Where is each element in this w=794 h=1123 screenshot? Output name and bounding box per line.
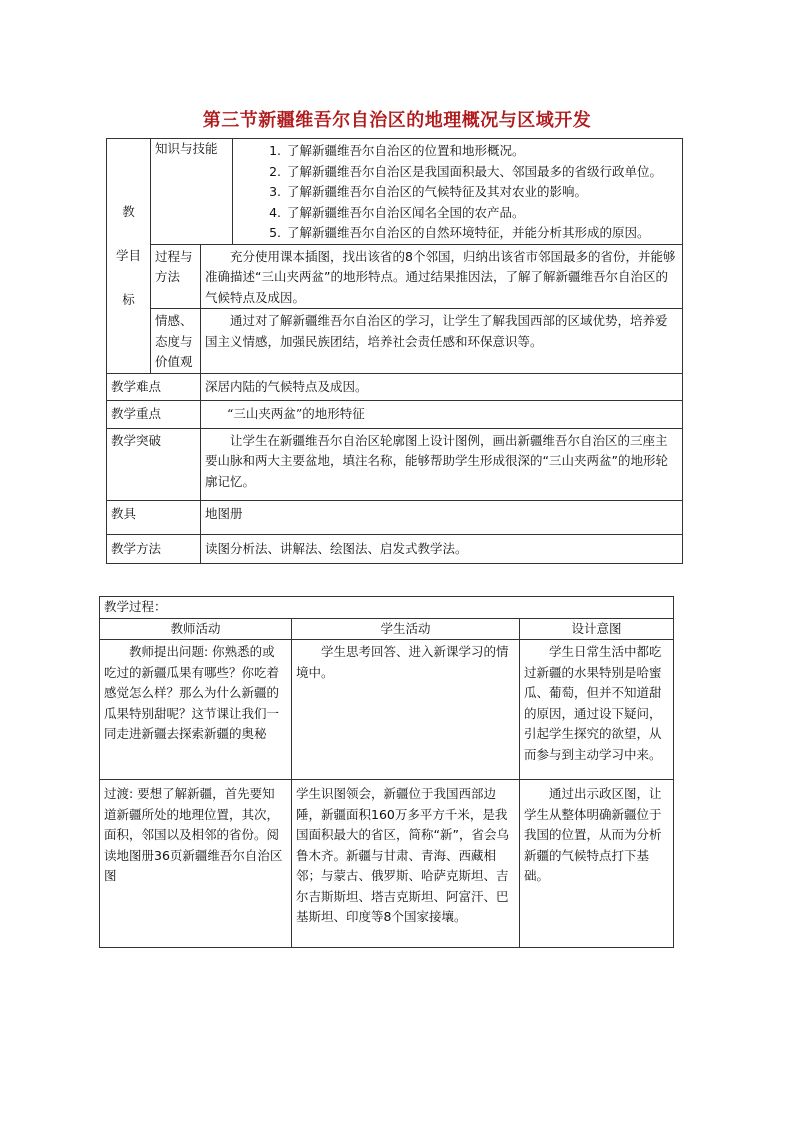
header-design: 设计意图 <box>520 618 674 640</box>
difficulty-label: 教学难点 <box>107 373 201 401</box>
process-text: 充分使用课本插图，找出该省的8个邻国，归纳出该省市邻国最多的省份，并能够准确描述“三山夹两盆”的地形特点。通过结果推因法，了解了解新疆维吾尔自治区的气候特点及成因。 <box>201 244 683 309</box>
process-label: 过程与方法 <box>151 244 201 309</box>
header-student: 学生活动 <box>292 618 520 640</box>
teacher-activity-2: 过渡: 要想了解新疆，首先要知道新疆所处的地理位置，其次，面积，邻国以及相邻的省份。阅读地图册36页新疆维吾尔自治区图 <box>100 780 292 948</box>
breakthrough-text: 让学生在新疆维吾尔自治区轮廓图上设计图例，画出新疆维吾尔自治区的三座主要山脉和两大主要盆地，填注名称，能够帮助学生形成很深的“三山夹两盆”的地形轮廓记忆。 <box>201 428 683 501</box>
knowledge-cell <box>233 139 683 245</box>
header-teacher: 教师活动 <box>100 618 292 640</box>
student-activity-1: 学生思考回答、进入新课学习的情境中。 <box>292 640 520 780</box>
list-item: 3. 了解新疆维吾尔自治区的气候特征及其对农业的影响。 <box>285 182 678 203</box>
emotion-text: 通过对了解新疆维吾尔自治区的学习，让学生了解我国西部的区域优势，培养爱国主义情感，加强民族团结，培养社会责任感和环保意识等。 <box>201 309 683 374</box>
teacher-activity-1: 教师提出问题: 你熟悉的或吃过的新疆瓜果有哪些？你吃着感觉怎么样？那么为什么新疆的瓜果特别甜呢？这节课让我们一同走进新疆去探索新疆的奥秘 <box>100 640 292 780</box>
process-table <box>99 596 674 948</box>
key-text: “三山夹两盆”的地形特征 <box>201 401 683 429</box>
emotion-label: 情感、态度与价值观 <box>151 309 201 374</box>
design-intent-1: 学生日常生活中都吃过新疆的水果特别是哈蜜瓜、葡萄，但并不知道甜的原因，通过设下疑问，引起学生探究的欲望，从而参与到主动学习中来。 <box>520 640 674 780</box>
process-table-title: 教学过程： <box>100 597 674 619</box>
key-label: 教学重点 <box>107 401 201 429</box>
methods-label: 教学方法 <box>107 534 201 564</box>
student-activity-2: 学生识图领会，新疆位于我国西部边陲，新疆面积160万多平方千米，是我国面积最大的省区，简称“新”，省会乌鲁木齐。新疆与甘肃、青海、西藏相邻；与蒙古、俄罗斯、哈萨克斯坦、吉尔吉斯斯坦、塔吉克斯坦、阿富汗、巴基斯坦、印度等8个国家接壤。 <box>292 780 520 948</box>
list-item: 5. 了解新疆维吾尔自治区的自然环境特征，并能分析其形成的原因。 <box>285 223 678 244</box>
tools-label: 教具 <box>107 501 201 535</box>
list-item: 1. 了解新疆维吾尔自治区的位置和地形概况。 <box>285 141 678 162</box>
objectives-table <box>106 138 683 564</box>
list-item: 4. 了解新疆维吾尔自治区闻名全国的农产品。 <box>285 203 678 224</box>
breakthrough-label: 教学突破 <box>107 428 201 501</box>
knowledge-label: 知识与技能 <box>151 139 233 245</box>
objectives-label: 教 学目 标 <box>107 139 151 374</box>
document-title: 第三节新疆维吾尔自治区的地理概况与区域开发 <box>202 110 592 131</box>
knowledge-list <box>237 141 678 244</box>
tools-text: 地图册 <box>201 501 683 535</box>
methods-text: 读图分析法、讲解法、绘图法、启发式教学法。 <box>201 534 683 564</box>
difficulty-text: 深居内陆的气候特点及成因。 <box>201 373 683 401</box>
design-intent-2: 通过出示政区图，让学生从整体明确新疆位于我国的位置，从而为分析新疆的气候特点打下基础。 <box>520 780 674 948</box>
list-item: 2. 了解新疆维吾尔自治区是我国面积最大、邻国最多的省级行政单位。 <box>285 162 678 183</box>
